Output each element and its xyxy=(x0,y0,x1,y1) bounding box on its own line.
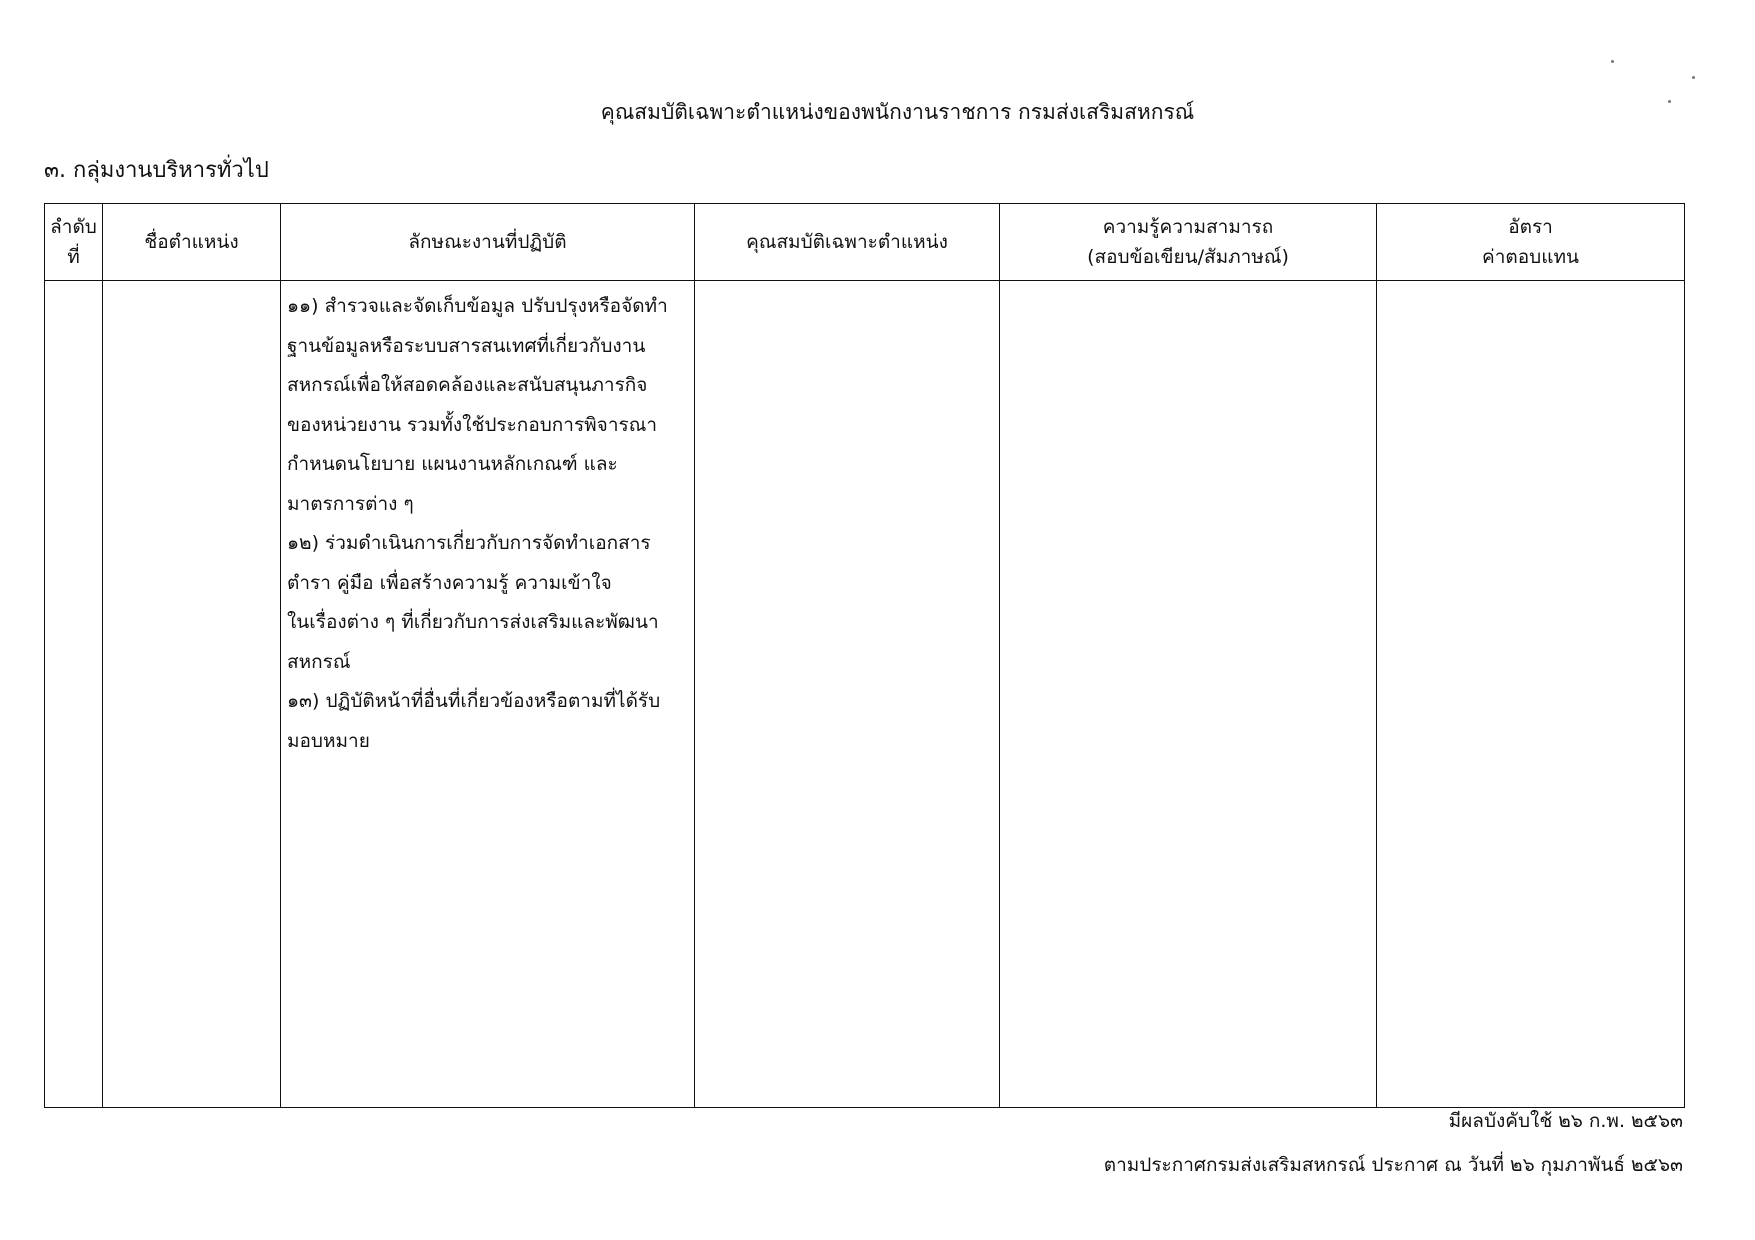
qualifications-table-container xyxy=(44,203,1684,1108)
announcement-note: ตามประกาศกรมส่งเสริมสหกรณ์ ประกาศ ณ วันที่ ๒๖ กุมภาพันธ์ ๒๕๖๓ xyxy=(1103,1154,1683,1176)
cell-position-name xyxy=(103,281,281,1108)
header-rate-line2: ค่าตอบแทน xyxy=(1482,246,1579,268)
table-row xyxy=(45,281,1685,1108)
page-title: คุณสมบัติเฉพาะตำแหน่งของพนักงานราชการ กรมส่งเสริมสหกรณ์ xyxy=(600,100,1195,124)
duties-line: ตำรา คู่มือ เพื่อสร้างความรู้ ความเข้าใจ xyxy=(287,571,612,594)
header-knowledge-line2: (สอบข้อเขียน/สัมภาษณ์) xyxy=(1087,246,1289,268)
header-order-line2: ที่ xyxy=(67,246,80,268)
cell-rate xyxy=(1377,281,1685,1108)
duties-line: ๑๑) สำรวจและจัดเก็บข้อมูล ปรับปรุงหรือจัดทำ xyxy=(287,295,668,317)
header-order-line1: ลำดับ xyxy=(50,215,97,238)
header-job-duties: ลักษณะงานที่ปฏิบัติ xyxy=(281,204,695,281)
duties-line: สหกรณ์ xyxy=(287,650,351,673)
duties-line: ฐานข้อมูลหรือระบบสารสนเทศที่เกี่ยวกับงาน xyxy=(287,334,646,357)
scan-speck xyxy=(1692,76,1695,79)
scan-speck xyxy=(1611,60,1614,63)
cell-qualifications xyxy=(695,281,1000,1108)
header-order xyxy=(45,204,103,281)
duties-line: มอบหมาย xyxy=(287,729,370,752)
header-qualifications: คุณสมบัติเฉพาะตำแหน่ง xyxy=(695,204,1000,281)
cell-order xyxy=(45,281,103,1108)
cell-knowledge xyxy=(1000,281,1377,1108)
duties-line: มาตรการต่าง ๆ xyxy=(287,492,414,515)
duties-line: ๑๓) ปฏิบัติหน้าที่อื่นที่เกี่ยวข้องหรือตามที่ได้รับ xyxy=(287,690,661,712)
duties-line: สหกรณ์เพื่อให้สอดคล้องและสนับสนุนภารกิจ xyxy=(287,374,648,396)
duties-line: ๑๒) ร่วมดำเนินการเกี่ยวกับการจัดทำเอกสาร xyxy=(287,532,651,554)
duties-line: กำหนดนโยบาย แผนงานหลักเกณฑ์ และ xyxy=(287,453,618,475)
header-knowledge-line1: ความรู้ความสามารถ xyxy=(1102,215,1274,238)
cell-job-duties xyxy=(281,281,695,1108)
section-heading: ๓. กลุ่มงานบริหารทั่วไป xyxy=(44,158,269,183)
duties-line: ของหน่วยงาน รวมทั้งใช้ประกอบการพิจารณา xyxy=(287,413,657,436)
header-position-name: ชื่อตำแหน่ง xyxy=(103,204,281,281)
header-rate-line1: อัตรา xyxy=(1508,215,1553,238)
table-header-row xyxy=(45,204,1685,281)
header-knowledge xyxy=(1000,204,1377,281)
scan-speck xyxy=(1668,100,1671,103)
duties-line: ในเรื่องต่าง ๆ ที่เกี่ยวกับการส่งเสริมและพัฒนา xyxy=(287,611,659,633)
qualifications-table xyxy=(44,203,1685,1108)
effective-date: มีผลบังคับใช้ ๒๖ ก.พ. ๒๕๖๓ xyxy=(1448,1110,1683,1132)
header-rate xyxy=(1377,204,1685,281)
